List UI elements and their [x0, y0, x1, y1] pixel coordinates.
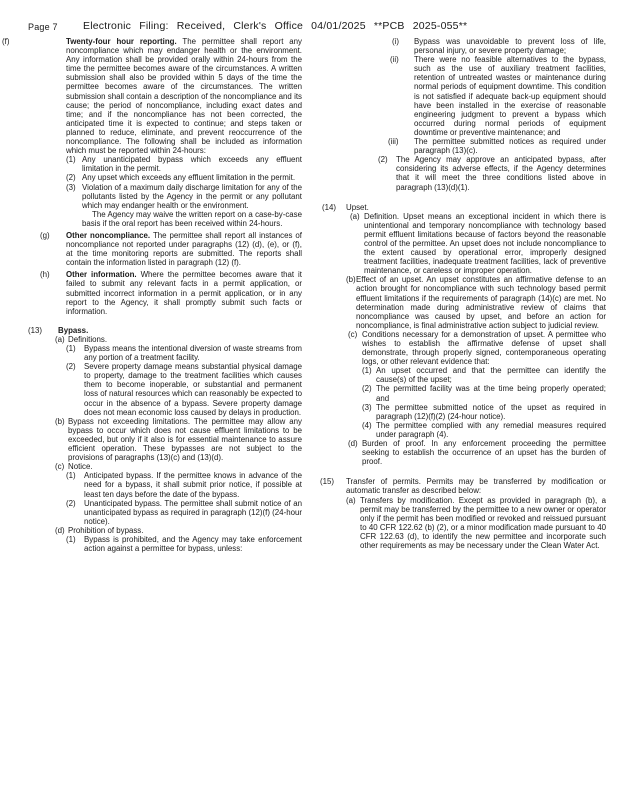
para-number: (a) [350, 211, 360, 221]
para-12f2 [28, 173, 302, 182]
section-15 [316, 477, 606, 495]
para-number: (a) [55, 334, 65, 344]
para-15a [316, 496, 606, 551]
para-number: (h) [40, 270, 50, 280]
para-number: (1) [362, 366, 372, 376]
section-number: (13) [28, 325, 43, 335]
para-12g [28, 231, 302, 267]
para-14c1 [316, 366, 606, 384]
filing-stamp: Electronic Filing: Received, Clerk's Office 04/01/2025 **PCB 2025-055** [83, 20, 468, 32]
para-text: Any unanticipated bypass which exceeds any effluent limitation in the permit. [82, 155, 302, 174]
para-text: Bypass was unavoidable to prevent loss of life, personal injury, or severe property damage; [414, 37, 606, 56]
para-text: The permittee shall report any noncompliance which may endanger health or the environment. Any information shall be provided orally within 24-hours from the time the permittee becomes aware of the circumstances. A written submission shall also be provided within 5 days of the time the permittee becomes aware of the circumstances. The written submission shall contain a description of the noncompliance and its cause; the period of noncompliance, including exact dates and time; and if the noncompliance has not been corrected, the anticipated time it is expected to continue; and steps taken or planned to reduce, eliminate, and prevent reoccurrence of the noncompliance. The following shall be included as information which must be reported within 24-hours: [66, 37, 302, 156]
para-text: Where the permittee becomes aware that it failed to submit any relevant facts in a permit application, or submitted incorrect information in a permit application, or in any report to the Agency, it shall promptly submit such facts or information. [66, 270, 303, 316]
para-title: Definitions. [68, 334, 108, 344]
section-number: (15) [320, 477, 335, 487]
section-title: Bypass. [58, 325, 89, 335]
para-13c [28, 462, 302, 471]
para-text: Transfers by modification. Except as provided in paragraph (b), a permit may be transferred by the permittee to a new owner or operator only if the permit has been modified or revoked and reissued pursuant to 40 CFR 122.62 (b) (2), or a minor modification made pursuant to 40 CFR 122.63 (d), to identify the new permittee and incorporate such other requirements as may be necessary under the Clean Water Act. [360, 495, 606, 550]
para-13d1iii [316, 137, 606, 155]
para-number: (iii) [388, 137, 399, 147]
para-13b [28, 417, 302, 462]
para-13d1i [316, 37, 606, 55]
para-12h [28, 270, 302, 315]
para-13a [28, 335, 302, 344]
para-text: Conditions necessary for a demonstration of upset. A permittee who wishes to establish the affirmative defense of upset shall demonstrate, through properly signed, contemporaneous operating logs, or other relevant evidence that: [362, 329, 606, 367]
para-number: (2) [378, 155, 388, 165]
para-text: The permittee complied with any remedial measures required under paragraph (4). [376, 420, 606, 439]
para-number: (d) [348, 439, 358, 449]
para-text: The permittee submitted notices as required under paragraph (13)(c). [414, 137, 606, 156]
page-header [28, 22, 608, 36]
para-13a2 [28, 362, 302, 417]
para-text: Effect of an upset. An upset constitutes an affirmative defense to an action brought for noncompliance with such technology based permit effluent limitations if the requirements of paragraph (14)(c) are met. No determination made during administrative review of claims that noncompliance was caused by upset, and before an action for noncompliance, is final administrative action subject to judicial review. [356, 275, 606, 330]
para-text: Bypass means the intentional diversion of waste streams from any portion of a treatment facility. [84, 344, 302, 363]
para-title: Notice. [68, 462, 93, 472]
para-number: (c) [55, 462, 65, 472]
para-13c1 [28, 471, 302, 498]
para-number: (d) [55, 525, 65, 535]
para-title: Other information. [66, 270, 137, 280]
para-12f3 [28, 183, 302, 210]
para-text: Any upset which exceeds any effluent limitation in the permit. [82, 173, 296, 183]
para-number: (4) [362, 420, 372, 430]
para-13a1 [28, 344, 302, 362]
para-text: There were no feasible alternatives to the bypass, such as the use of auxiliary treatment facilities, retention of untreated wastes or maintenance during normal periods of equipment downtime. This condition is not satisfied if adequate back-up equipment should have been installed in the exercise of reasonable engineering judgment to prevent a bypass which occurred during normal periods of equipment downtime or preventive maintenance; and [414, 55, 606, 137]
para-14c [316, 330, 606, 366]
section-13 [28, 326, 302, 335]
para-number: (2) [362, 384, 372, 394]
para-14a [316, 212, 606, 276]
para-text: The Agency may approve an anticipated bypass, after considering its adverse effects, if the Agency determines that it will meet the three conditions listed above in paragraph (13)(d)(1). [396, 155, 606, 192]
para-number: (1) [66, 344, 76, 353]
para-12f-note [28, 210, 302, 228]
para-14d [316, 439, 606, 466]
para-13d1 [28, 535, 302, 553]
para-number: (c) [348, 329, 358, 339]
para-number: (2) [66, 362, 76, 372]
para-text: The permitted facility was at the time being properly operated; and [376, 384, 606, 403]
para-text: An upset occurred and that the permittee can identify the cause(s) of the upset; [376, 366, 606, 385]
para-text: Bypass not exceeding limitations. The permittee may allow any bypass to occur which does not cause effluent limitations to be exceeded, but only if it also is for essential maintenance to assure efficient operation. These bypasses are not subject to the provisions of paragraphs (13)(c) and (13)(d). [68, 416, 302, 463]
para-13d2 [316, 155, 606, 191]
para-14c2 [316, 384, 606, 402]
section-14 [316, 203, 606, 212]
para-13c2 [28, 499, 302, 526]
para-text: Definition. Upset means an exceptional incident in which there is unintentional and temporary noncompliance with technology based permit effluent limitations because of factors beyond the reasonable control of the permittee. An upset does not include noncompliance to the extent caused by operational error, improperly designed treatment facilities, inadequate treatment facilities, lack of preventive maintenance, or careless or improper operation. [364, 211, 606, 276]
para-14c4 [316, 421, 606, 439]
para-text: Unanticipated bypass. The permittee shall submit notice of an unanticipated bypass as required in paragraph (12)(f) (24-hour notice). [84, 498, 302, 526]
para-text: The permittee shall report all instances of noncompliance not reported under paragraphs (12) (d), (e), or (f), at the time monitoring reports are submitted. The reports shall contain the information listed in paragraph (12) (f). [66, 230, 302, 268]
para-14b [316, 275, 606, 330]
para-number: (2) [66, 498, 76, 508]
section-number: (14) [322, 202, 337, 212]
para-text: The Agency may waive the written report on a case-by-case basis if the oral report has been received within 24-hours. [82, 209, 302, 228]
para-number: (i) [392, 37, 400, 46]
para-number: (1) [66, 471, 76, 481]
para-text: Transfer of permits. Permits may be transferred by modification or automatic transfer as described below: [346, 477, 606, 496]
para-text: Anticipated bypass. If the permittee knows in advance of the need for a bypass, it shall submit prior notice, if possible at least ten days before the date of the bypass. [84, 471, 302, 499]
para-text: Bypass is prohibited, and the Agency may take enforcement action against a permittee for bypass, unless: [84, 534, 302, 554]
para-number: (g) [40, 230, 50, 240]
para-number: (2) [66, 173, 76, 183]
para-number: (a) [346, 495, 356, 505]
para-number: (1) [66, 155, 76, 165]
para-13d [28, 526, 302, 535]
para-number: (3) [362, 402, 372, 412]
section-title: Upset. [346, 202, 369, 212]
para-number: (ii) [390, 55, 399, 65]
para-title: Twenty-four hour reporting. [66, 37, 177, 46]
para-text: Burden of proof. In any enforcement proceeding the permittee seeking to establish the occurrence of an upset has the burden of proof. [362, 439, 606, 467]
page-number: Page 7 [28, 22, 58, 32]
para-13d1ii [316, 55, 606, 137]
para-14c3 [316, 403, 606, 421]
para-number: (3) [66, 182, 76, 192]
para-title: Other noncompliance. [66, 230, 151, 240]
para-text: The permittee submitted notice of the upset as required in paragraph (12)(f)(2) (24-hour notice). [376, 402, 606, 421]
para-12f1 [28, 155, 302, 173]
para-text: Severe property damage means substantial physical damage to property, damage to the treatment facilities which causes them to become inoperable, or substantial and permanent loss of natural resources which can reasonably be expected to occur in the absence of a bypass. Severe property damage does not mean economic loss caused by delays in production. [84, 362, 302, 417]
para-number: (1) [66, 534, 76, 544]
para-number: (b) [55, 416, 65, 426]
left-column [2, 37, 303, 554]
right-column [316, 37, 606, 550]
para-number: (b) [346, 275, 356, 285]
para-number: (f) [2, 37, 10, 46]
para-title: Prohibition of bypass. [68, 525, 144, 535]
para-12f [2, 37, 302, 156]
para-text: Violation of a maximum daily discharge limitation for any of the pollutants listed by the Agency in the permit or any pollutant which may endanger health or the environment. [82, 182, 302, 210]
